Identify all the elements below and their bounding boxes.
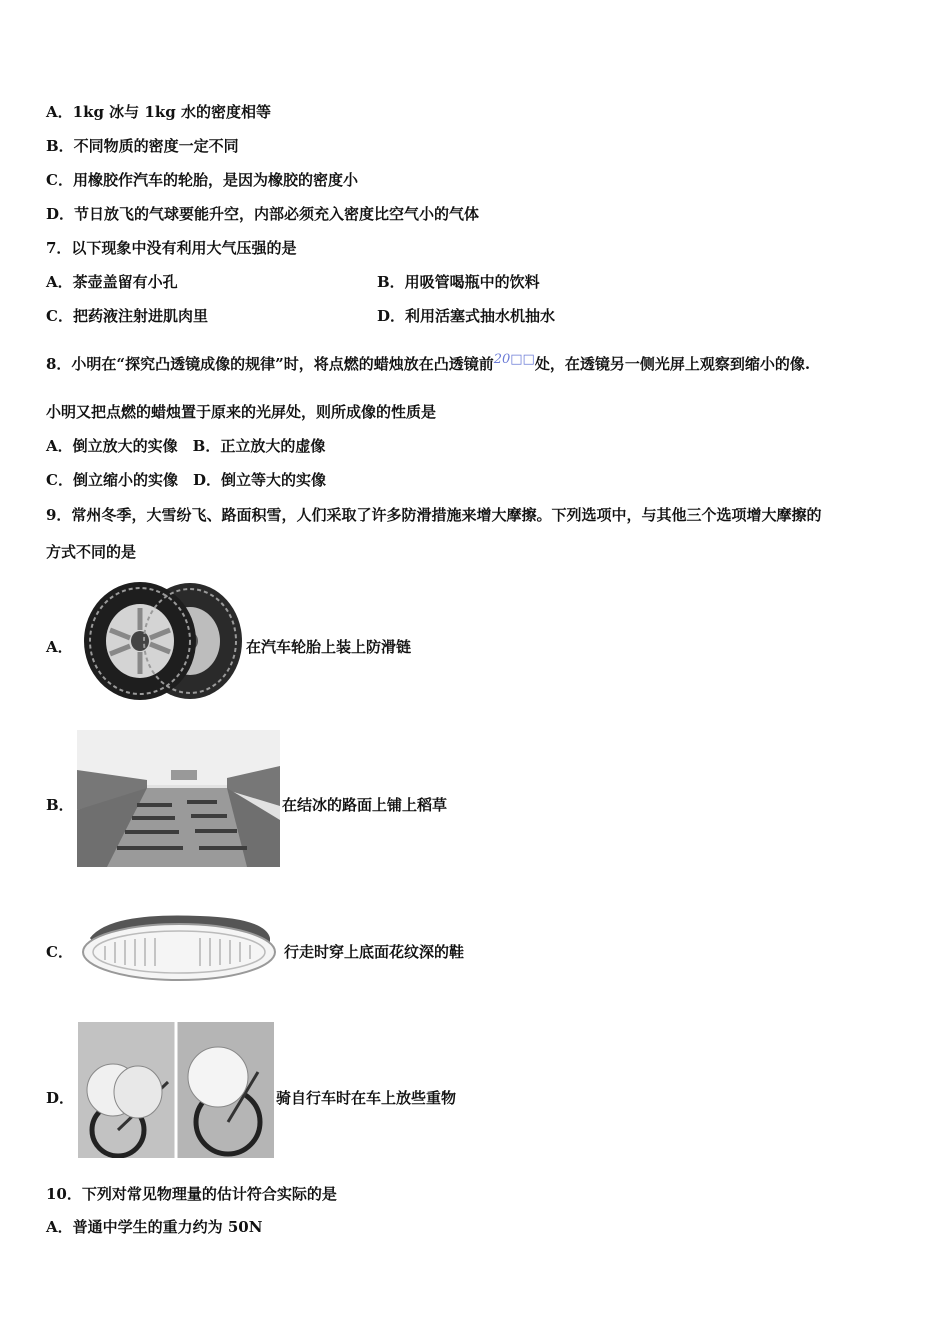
- q8-stem-line2: 小明又把点燃的蜡烛置于原来的光屏处，则所成像的性质是: [46, 403, 437, 421]
- q9-option-c-caption: 行走时穿上底面花纹深的鞋: [284, 943, 465, 961]
- q6-option-b: B．不同物质的密度一定不同: [46, 137, 239, 155]
- q9-stem-line2: 方式不同的是: [46, 543, 137, 561]
- q6-option-a: A．1kg 冰与 1kg 水的密度相等: [46, 103, 271, 121]
- q7-option-d: D．利用活塞式抽水机抽水: [377, 307, 556, 325]
- distance-formula: 20□□: [493, 352, 535, 367]
- q9-option-d-letter: D．: [46, 1089, 75, 1107]
- q8-options-ab: A．倒立放大的实像 B．正立放大的虚像: [46, 437, 326, 455]
- q10-stem: 10．下列对常见物理量的估计符合实际的是: [46, 1185, 337, 1203]
- q9-option-c-letter: C．: [46, 943, 73, 961]
- tire-chain-image: [78, 580, 244, 702]
- q10-option-a: A．普通中学生的重力约为 50N: [46, 1218, 263, 1236]
- q9-option-b-caption: 在结冰的路面上铺上稻草: [282, 796, 448, 814]
- q7-stem: 7．以下现象中没有利用大气压强的是: [46, 239, 297, 257]
- bicycle-load-image: [78, 1022, 274, 1158]
- q6-option-d: D．节日放飞的气球要能升空，内部必须充入密度比空气小的气体: [46, 205, 480, 223]
- q9-stem-line1: 9．常州冬季，大雪纷飞、路面积雪，人们采取了许多防滑措施来增大摩擦。下列选项中，与其他三个选项增大摩擦的: [46, 506, 822, 524]
- q7-option-c: C．把药液注射进肌肉里: [46, 307, 208, 325]
- q8-stem-part2: 处，在透镜另一侧光屏上观察到缩小的像.: [534, 355, 811, 373]
- q8-stem-line1: [46, 354, 810, 376]
- q8-options-cd: C．倒立缩小的实像 D．倒立等大的实像: [46, 471, 326, 489]
- q9-option-a-caption: 在汽车轮胎上装上防滑链: [246, 638, 412, 656]
- q9-option-b-letter: B．: [46, 796, 74, 814]
- q7-option-b: B．用吸管喝瓶中的饮料: [377, 273, 540, 291]
- q9-option-d-caption: 骑自行车时在车上放些重物: [276, 1089, 457, 1107]
- q7-option-a: A．茶壶盖留有小孔: [46, 273, 178, 291]
- q8-stem-part1: 8．小明在“探究凸透镜成像的规律”时，将点燃的蜡烛放在凸透镜前: [46, 355, 494, 373]
- straw-road-image: [77, 730, 280, 867]
- q9-option-a-letter: A．: [46, 638, 73, 656]
- shoe-sole-image: [80, 908, 278, 984]
- q6-option-c: C．用橡胶作汽车的轮胎，是因为橡胶的密度小: [46, 171, 358, 189]
